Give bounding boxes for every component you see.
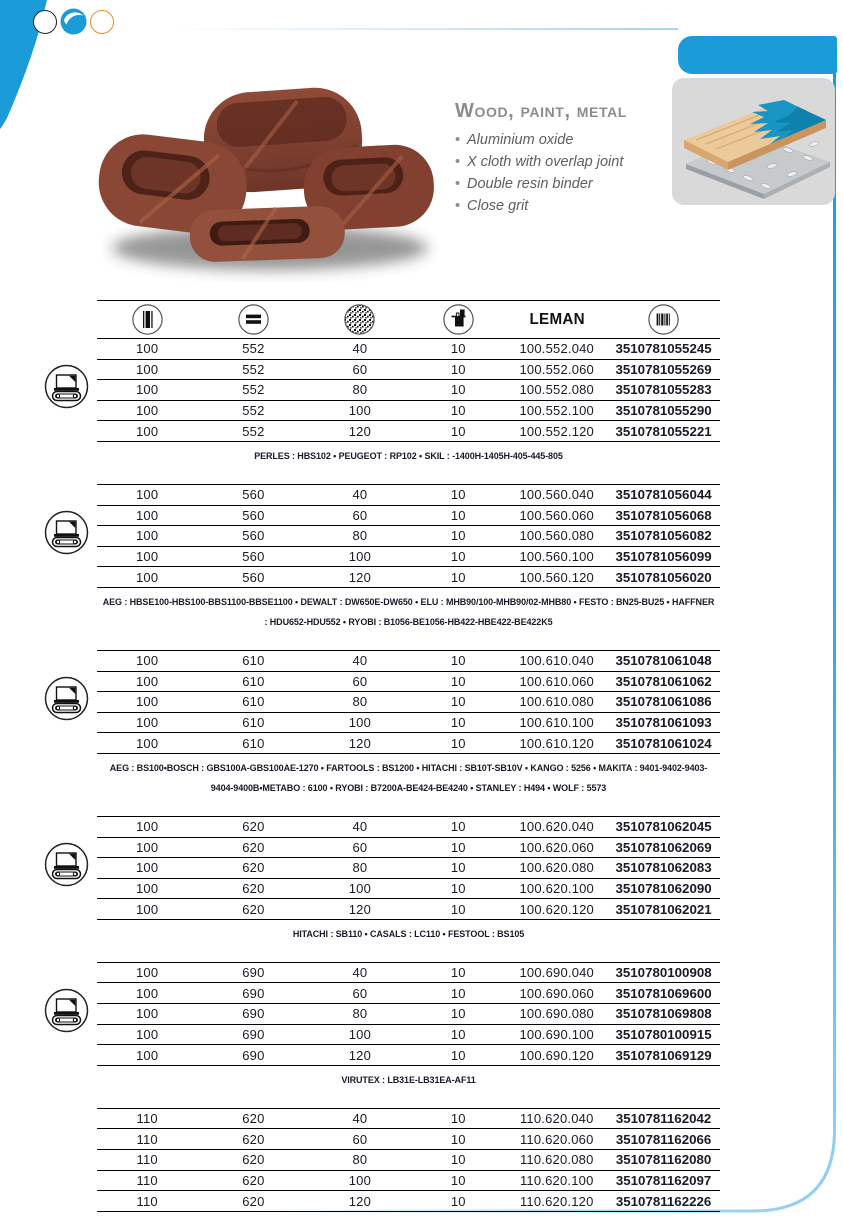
cell-ean: 3510781055290: [615, 403, 712, 419]
cell-length: 560: [242, 549, 265, 565]
cell-length: 610: [242, 694, 265, 710]
cell-reference: 100.620.120: [519, 901, 594, 917]
cell-length: 560: [242, 507, 265, 523]
table-row: [97, 691, 720, 712]
table-row: [97, 878, 720, 899]
product-table-group: [97, 650, 720, 798]
cell-grit: 100: [348, 403, 372, 419]
cell-ean: 3510781056044: [615, 487, 712, 503]
table-row: [97, 400, 720, 421]
cell-grit: 80: [352, 860, 368, 876]
cell-length: 620: [242, 1131, 265, 1147]
cell-grit: 80: [352, 694, 368, 710]
cell-width: 100: [136, 1047, 159, 1063]
table-row: [97, 338, 720, 359]
cell-reference: 110.620.080: [519, 1152, 594, 1168]
cell-grit: 60: [352, 673, 368, 689]
cell-width: 110: [136, 1172, 158, 1188]
cell-width: 100: [136, 819, 159, 835]
cell-length: 552: [242, 361, 265, 377]
cell-ean: 3510781055283: [615, 382, 712, 398]
cell-width: 100: [136, 653, 159, 669]
cell-quantity: 10: [450, 694, 466, 710]
table-row: [97, 732, 720, 753]
cell-quantity: 10: [450, 985, 466, 1001]
cell-reference: 100.560.060: [519, 507, 594, 523]
feature-text: Double resin binder: [467, 176, 593, 193]
cell-quantity: 10: [450, 1152, 466, 1168]
cell-width: 100: [136, 341, 159, 357]
table-row: [97, 359, 720, 380]
feature-text: Close grit: [467, 198, 529, 215]
table-header: [97, 300, 720, 338]
product-table-groups: [97, 338, 720, 1212]
cell-ean: 3510781056082: [615, 528, 712, 544]
cell-ean: 3510781056068: [615, 507, 712, 523]
product-table-group: [97, 1108, 720, 1212]
cell-grit: 100: [348, 1026, 372, 1042]
feature-text: X cloth with overlap joint: [467, 154, 624, 171]
table-row: [97, 505, 720, 526]
cell-grit: 120: [348, 423, 372, 439]
cell-grit: 100: [348, 715, 372, 731]
cell-quantity: 10: [450, 860, 466, 876]
product-table-group: [97, 484, 720, 632]
table-row: [97, 525, 720, 546]
cell-reference: 100.552.120: [519, 423, 594, 439]
barcode-icon: [648, 304, 679, 335]
feature-text: Aluminium oxide: [467, 132, 574, 148]
cell-reference: 100.610.100: [519, 715, 594, 731]
compatibility-note: AEG : BS100•BOSCH : GBS100A-GBS100AE-1270 • FARTOOLS : BS1200 • HITACHI : SB10T-SB10V • KANGO : 5256 • MAKITA : 9401-9402-9403-9404-9400B•METABO : 6100 • RYOBI : B7200A-BE424-BE4240 • STANLEY : H494 • WOLF : 5573: [109, 762, 708, 793]
cell-length: 610: [242, 715, 265, 731]
application-illustration: [672, 78, 835, 205]
cell-reference: 100.560.040: [519, 487, 594, 503]
cell-width: 110: [136, 1111, 158, 1127]
wood-paint-metal-image: [672, 78, 835, 205]
cell-ean: 3510781162097: [615, 1172, 712, 1188]
cell-length: 560: [242, 569, 265, 585]
group-rows: [97, 484, 720, 588]
compatibility-note: VIRUTEX : LB31E-LB31EA-AF11: [341, 1074, 476, 1085]
table-row: [97, 671, 720, 692]
product-title: Wood, paint, metal: [455, 100, 627, 122]
cell-width: 100: [136, 549, 159, 565]
column-grit: [309, 304, 410, 335]
cell-grit: 120: [348, 1193, 372, 1209]
cell-grit: 40: [352, 341, 368, 357]
cell-width: 100: [136, 1026, 159, 1042]
cell-width: 110: [136, 1131, 158, 1147]
cell-length: 620: [242, 1193, 265, 1209]
cell-length: 610: [242, 735, 265, 751]
cell-quantity: 10: [450, 880, 466, 896]
table-row: [97, 566, 720, 587]
product-info: [455, 100, 690, 217]
cell-width: 100: [136, 715, 159, 731]
table-row: [97, 712, 720, 733]
product-feature: [455, 151, 690, 173]
product-table-group: [97, 816, 720, 944]
circle-outline-black-icon: [33, 10, 57, 34]
cell-ean: 3510781061024: [615, 735, 712, 751]
product-table-group: [97, 962, 720, 1090]
cell-width: 100: [136, 673, 159, 689]
cell-reference: 100.552.040: [519, 341, 594, 357]
product-feature: [455, 173, 690, 195]
cell-grit: 40: [352, 653, 368, 669]
cell-quantity: 10: [450, 1111, 466, 1127]
cell-length: 552: [242, 341, 265, 357]
cell-width: 100: [136, 382, 159, 398]
cell-ean: 3510781061048: [615, 653, 712, 669]
cell-reference: 110.620.040: [519, 1111, 594, 1127]
cell-grit: 40: [352, 819, 368, 835]
table-row: [97, 1149, 720, 1170]
cell-quantity: 10: [450, 839, 466, 855]
cell-ean: 3510781162226: [615, 1193, 712, 1209]
brand-label: LEMAN: [529, 310, 585, 328]
cell-ean: 3510781062069: [615, 839, 712, 855]
cell-length: 620: [242, 1111, 265, 1127]
compatibility-note: HITACHI : SB110 • CASALS : LC110 • FESTOOL : BS105: [292, 928, 525, 939]
logo: [33, 8, 114, 35]
cell-grit: 120: [348, 735, 372, 751]
cell-quantity: 10: [450, 715, 466, 731]
cell-ean: 3510781062045: [615, 819, 712, 835]
cell-reference: 100.690.080: [519, 1006, 594, 1022]
belt-length-icon: [238, 304, 269, 335]
cell-length: 620: [242, 839, 265, 855]
cell-length: 620: [242, 901, 265, 917]
cell-quantity: 10: [450, 965, 466, 981]
cell-reference: 100.620.060: [519, 839, 594, 855]
cell-length: 620: [242, 1172, 265, 1188]
cell-reference: 100.610.040: [519, 653, 594, 669]
cell-ean: 3510781062083: [615, 860, 712, 876]
cell-ean: 3510781069129: [615, 1047, 712, 1063]
cell-quantity: 10: [450, 549, 466, 565]
group-rows: [97, 1108, 720, 1212]
product-table: [97, 300, 720, 1220]
cell-reference: 100.690.060: [519, 985, 594, 1001]
cell-length: 552: [242, 403, 265, 419]
table-row: [97, 1128, 720, 1149]
cell-grit: 60: [352, 361, 368, 377]
cell-quantity: 10: [450, 1193, 466, 1209]
cell-quantity: 10: [450, 1047, 466, 1063]
table-row: [97, 1190, 720, 1211]
group-rows: [97, 816, 720, 920]
cell-length: 690: [242, 1047, 265, 1063]
table-row: [97, 379, 720, 400]
cell-reference: 100.552.080: [519, 382, 594, 398]
top-rule: [172, 28, 678, 30]
cell-reference: 100.560.100: [519, 549, 594, 565]
group-rows: [97, 962, 720, 1066]
cell-width: 100: [136, 487, 159, 503]
cell-grit: 60: [352, 507, 368, 523]
cell-width: 100: [136, 528, 159, 544]
column-width: [97, 304, 197, 335]
cell-length: 690: [242, 1006, 265, 1022]
cell-ean: 3510781055221: [615, 423, 712, 439]
cell-length: 620: [242, 860, 265, 876]
cell-grit: 100: [348, 1172, 372, 1188]
cell-reference: 100.552.060: [519, 361, 594, 377]
cell-reference: 100.610.060: [519, 673, 594, 689]
cell-ean: 3510781062090: [615, 880, 712, 896]
table-row: [97, 857, 720, 878]
cell-grit: 120: [348, 901, 372, 917]
table-row: [97, 650, 720, 671]
cell-width: 100: [136, 880, 159, 896]
category-color-tab: [678, 36, 837, 74]
cell-grit: 60: [352, 839, 368, 855]
cell-ean: 3510781061062: [615, 673, 712, 689]
cell-ean: 3510781061086: [615, 694, 712, 710]
cell-quantity: 10: [450, 819, 466, 835]
group-rows: [97, 338, 720, 442]
cell-grit: 80: [352, 1152, 368, 1168]
cell-width: 100: [136, 860, 159, 876]
cell-grit: 40: [352, 1111, 368, 1127]
cell-quantity: 10: [450, 1006, 466, 1022]
cell-width: 110: [136, 1193, 158, 1209]
cell-grit: 60: [352, 1131, 368, 1147]
leman-swoosh-logo-icon: [60, 8, 87, 35]
cell-width: 100: [136, 507, 159, 523]
cell-reference: 100.620.080: [519, 860, 594, 876]
table-row: [97, 420, 720, 441]
cell-reference: 100.610.120: [519, 735, 594, 751]
cell-ean: 3510781055245: [615, 341, 712, 357]
cell-reference: 100.552.100: [519, 403, 594, 419]
cell-quantity: 10: [450, 735, 466, 751]
table-row: [97, 816, 720, 837]
cell-reference: 100.690.040: [519, 965, 594, 981]
cell-length: 690: [242, 985, 265, 1001]
cell-ean: 3510781062021: [615, 901, 712, 917]
column-quantity: [410, 304, 506, 335]
cell-quantity: 10: [450, 528, 466, 544]
cell-quantity: 10: [450, 901, 466, 917]
table-row: [97, 898, 720, 919]
belt-sander-icon: [44, 364, 89, 409]
cell-ean: 3510781055269: [615, 361, 712, 377]
cell-quantity: 10: [450, 423, 466, 439]
cell-reference: 100.620.100: [519, 880, 594, 896]
cell-width: 100: [136, 735, 159, 751]
cell-grit: 40: [352, 487, 368, 503]
table-row: [97, 837, 720, 858]
product-feature: [455, 195, 690, 217]
cell-grit: 80: [352, 528, 368, 544]
product-photo-sanding-belts: [92, 80, 440, 282]
product-table-group: [97, 338, 720, 466]
cell-length: 690: [242, 1026, 265, 1042]
table-row: [97, 1170, 720, 1191]
cell-quantity: 10: [450, 361, 466, 377]
cell-reference: 100.690.120: [519, 1047, 594, 1063]
table-row: [97, 484, 720, 505]
cell-grit: 80: [352, 382, 368, 398]
cell-quantity: 10: [450, 341, 466, 357]
cell-width: 100: [136, 694, 159, 710]
cell-reference: 100.620.040: [519, 819, 594, 835]
cell-ean: 3510781162080: [615, 1152, 712, 1168]
cell-ean: 3510780100908: [615, 965, 712, 981]
package-quantity-icon: [443, 304, 474, 335]
cell-length: 610: [242, 653, 265, 669]
cell-length: 560: [242, 528, 265, 544]
cell-reference: 100.560.080: [519, 528, 594, 544]
cell-reference: 100.560.120: [519, 569, 594, 585]
cell-width: 100: [136, 839, 159, 855]
table-row: [97, 1044, 720, 1065]
product-features: [455, 129, 690, 217]
cell-ean: 3510781162042: [615, 1111, 712, 1127]
cell-length: 620: [242, 819, 265, 835]
table-row: [97, 546, 720, 567]
product-feature: [455, 129, 690, 151]
cell-quantity: 10: [450, 403, 466, 419]
cell-quantity: 10: [450, 382, 466, 398]
cell-quantity: 10: [450, 507, 466, 523]
cell-width: 100: [136, 965, 159, 981]
cell-quantity: 10: [450, 569, 466, 585]
cell-reference: 110.620.060: [519, 1131, 594, 1147]
cell-length: 620: [242, 880, 265, 896]
cell-width: 100: [136, 985, 159, 1001]
cell-ean: 3510781069600: [615, 985, 712, 1001]
cell-ean: 3510781069808: [615, 1006, 712, 1022]
cell-width: 100: [136, 423, 159, 439]
cell-quantity: 10: [450, 1131, 466, 1147]
cell-reference: 100.610.080: [519, 694, 594, 710]
group-rows: [97, 650, 720, 754]
cell-reference: 110.620.100: [519, 1172, 594, 1188]
cell-grit: 60: [352, 985, 368, 1001]
belt-sander-icon: [44, 510, 89, 555]
column-length: [197, 304, 309, 335]
cell-ean: 3510781061093: [615, 715, 712, 731]
table-row: [97, 1108, 720, 1129]
table-row: [97, 1003, 720, 1024]
cell-ean: 3510780100915: [615, 1026, 712, 1042]
cell-grit: 120: [348, 569, 372, 585]
cell-length: 610: [242, 673, 265, 689]
cell-quantity: 10: [450, 1026, 466, 1042]
compatibility-note: PERLES : HBS102 • PEUGEOT : RP102 • SKIL : -1400H-1405H-405-445-805: [254, 450, 563, 461]
cell-width: 100: [136, 403, 159, 419]
cell-width: 100: [136, 901, 159, 917]
cell-grit: 120: [348, 1047, 372, 1063]
cell-length: 620: [242, 1152, 265, 1168]
cell-reference: 100.690.100: [519, 1026, 594, 1042]
cell-quantity: 10: [450, 653, 466, 669]
column-ean: [607, 304, 720, 335]
cell-length: 690: [242, 965, 265, 981]
belt-sander-icon: [44, 842, 89, 887]
belt-sander-icon: [44, 988, 89, 1033]
circle-outline-orange-icon: [90, 10, 114, 34]
grit-icon: [344, 304, 375, 335]
cell-grit: 100: [348, 880, 372, 896]
cell-grit: 100: [348, 549, 372, 565]
cell-length: 560: [242, 487, 265, 503]
cell-quantity: 10: [450, 487, 466, 503]
cell-quantity: 10: [450, 1172, 466, 1188]
cell-grit: 80: [352, 1006, 368, 1022]
cell-width: 100: [136, 569, 159, 585]
table-row: [97, 962, 720, 983]
cell-length: 552: [242, 382, 265, 398]
cell-width: 110: [136, 1152, 158, 1168]
cell-ean: 3510781162066: [615, 1131, 712, 1147]
cell-quantity: 10: [450, 673, 466, 689]
cell-ean: 3510781056099: [615, 549, 712, 565]
belt-sander-icon: [44, 676, 89, 721]
table-row: [97, 982, 720, 1003]
cell-reference: 110.620.120: [519, 1193, 594, 1209]
cell-width: 100: [136, 1006, 159, 1022]
belt-width-icon: [132, 304, 163, 335]
compatibility-note: AEG : HBSE100-HBS100-BBS1100-BBSE1100 • DEWALT : DW650E-DW650 • ELU : MHB90/100-MHB90/02-MHB80 • FESTO : BN25-BU25 • HAFFNER : HDU652-HDU552 • RYOBI : B1056-BE1056-HB422-HBE422-BE422K5: [102, 596, 715, 627]
column-reference: [506, 311, 607, 329]
cell-length: 552: [242, 423, 265, 439]
cell-width: 100: [136, 361, 159, 377]
table-row: [97, 1024, 720, 1045]
cell-grit: 40: [352, 965, 368, 981]
cell-ean: 3510781056020: [615, 569, 712, 585]
